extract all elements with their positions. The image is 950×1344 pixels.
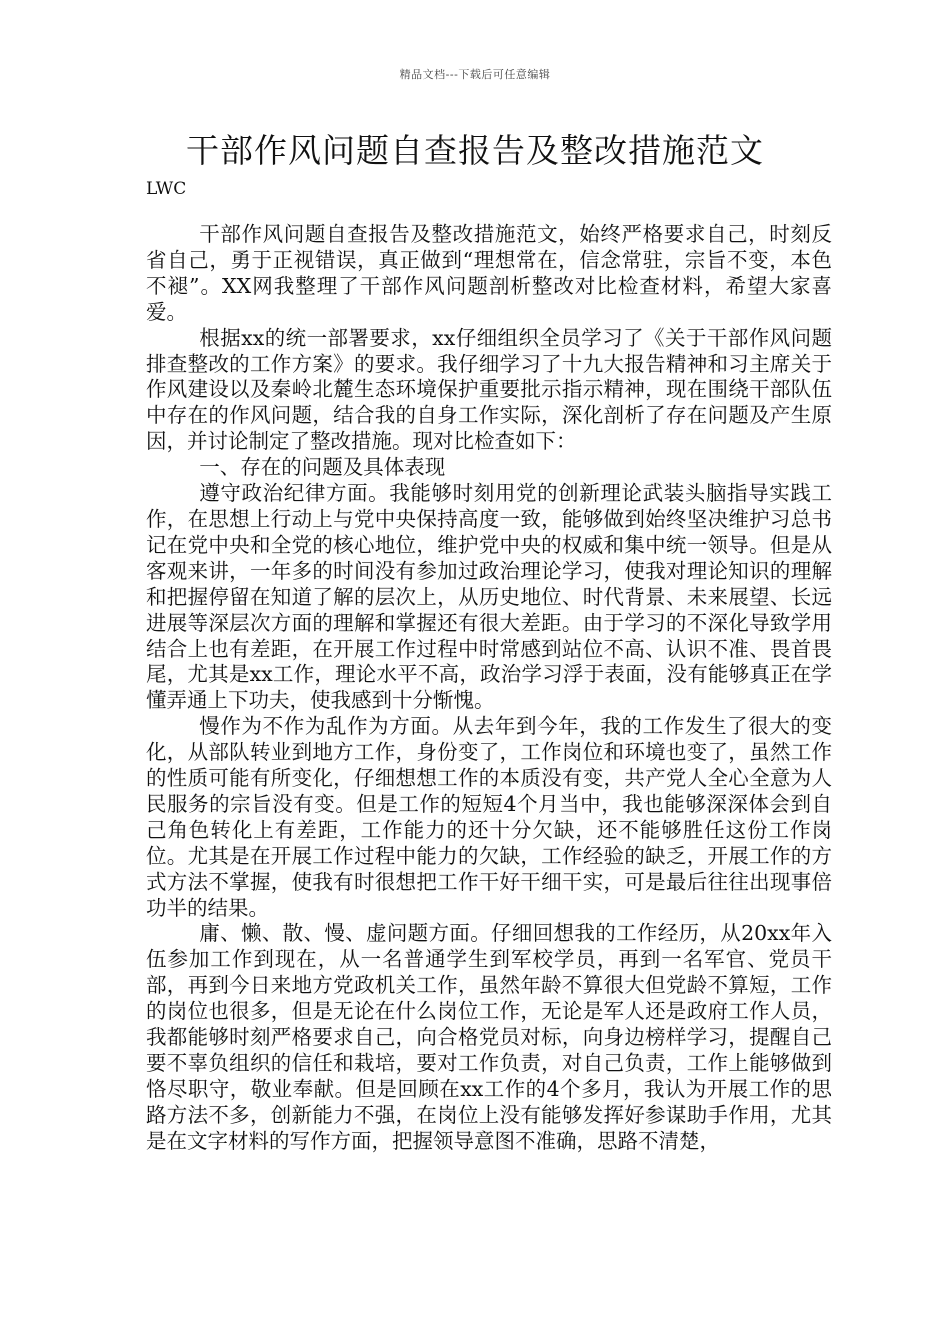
section-heading: 一、存在的问题及具体表现 <box>199 455 446 480</box>
political-discipline-paragraph: 遵守政治纪律方面。我能够时刻用党的创新理论武装头脑指导实践工作，在思想上行动上与党中央保持高度一致，能够做到始终坚决维护习总书记在党中央和全党的核心地位，维护党中央的权威和集中统一领导。但是从客观来讲，一年多的时间没有参加过政治理论学习，使我对理论知识的理解和把握停留在知道了解的层次上，从历史地位、时代背景、未来展望、长远进展等深层次方面的理解和掌握还有很大差距。由于学习的不深化导致学用结合上也有差距，在开展工作过程中时常感到站位不高、认识不准、畏首畏尾，尤其是xx工作，理论水平不高，政治学习浮于表面，没有能够真正在学懂弄通上下功夫，使我感到十分惭愧。 <box>146 481 832 713</box>
document-body <box>146 222 832 1155</box>
background-paragraph: 根据xx的统一部署要求，xx仔细组织全员学习了《关于干部作风问题排查整改的工作方案》的要求。我仔细学习了十九大报告精神和习主席关于作风建设以及秦岭北麓生态环境保护重要批示指示精神，现在围绕干部队伍中存在的作风问题，结合我的自身工作实际，深化剖析了存在问题及产生原因，并讨论制定了整改措施。现对比检查如下： <box>146 325 832 454</box>
intro-paragraph: 干部作风问题自查报告及整改措施范文，始终严格要求自己，时刻反省自己，勇于正视错误，真正做到“理想常在，信念常驻，宗旨不变，本色不褪”。XX网我整理了干部作风问题剖析整改对比检查材料，希望大家喜爱。 <box>146 222 832 324</box>
header-note: 精品文档---下载后可任意编辑 <box>399 68 551 81</box>
work-style-paragraph: 庸、懒、散、慢、虚问题方面。仔细回想我的工作经历，从20xx年入伍参加工作到现在，从一名普通学生到军校学员，再到一名军官、党员干部，再到今日来地方党政机关工作，虽然年龄不算很大但党龄不算短，工作的岗位也很多，但是无论在什么岗位工作，无论是军人还是政府工作人员，我都能够时刻严格要求自己，向合格党员对标，向身边榜样学习，提醒自己要不辜负组织的信任和栽培，要对工作负责，对自己负责，工作上能够做到恪尽职守，敬业奉献。但是回顾在xx工作的4个多月，我认为开展工作的思路方法不多，创新能力不强，在岗位上没有能够发挥好参谋助手作用，尤其是在文字材料的写作方面，把握领导意图不准确，思路不清楚， <box>146 921 832 1153</box>
author-line: LWC <box>146 179 187 199</box>
document-title: 干部作风问题自查报告及整改措施范文 <box>186 131 764 170</box>
work-conduct-paragraph: 慢作为不作为乱作为方面。从去年到今年，我的工作发生了很大的变化，从部队转业到地方工作，身份变了，工作岗位和环境也变了，虽然工作的性质可能有所变化，仔细想想工作的本质没有变，共产党人全心全意为人民服务的宗旨没有变。但是工作的短短4个月当中，我也能够深深体会到自己角色转化上有差距，工作能力的还十分欠缺，还不能够胜任这份工作岗位。尤其是在开展工作过程中能力的欠缺，工作经验的缺乏，开展工作的方式方法不掌握，使我有时很想把工作干好干细干实，可是最后往往出现事倍功半的结果。 <box>146 714 832 920</box>
